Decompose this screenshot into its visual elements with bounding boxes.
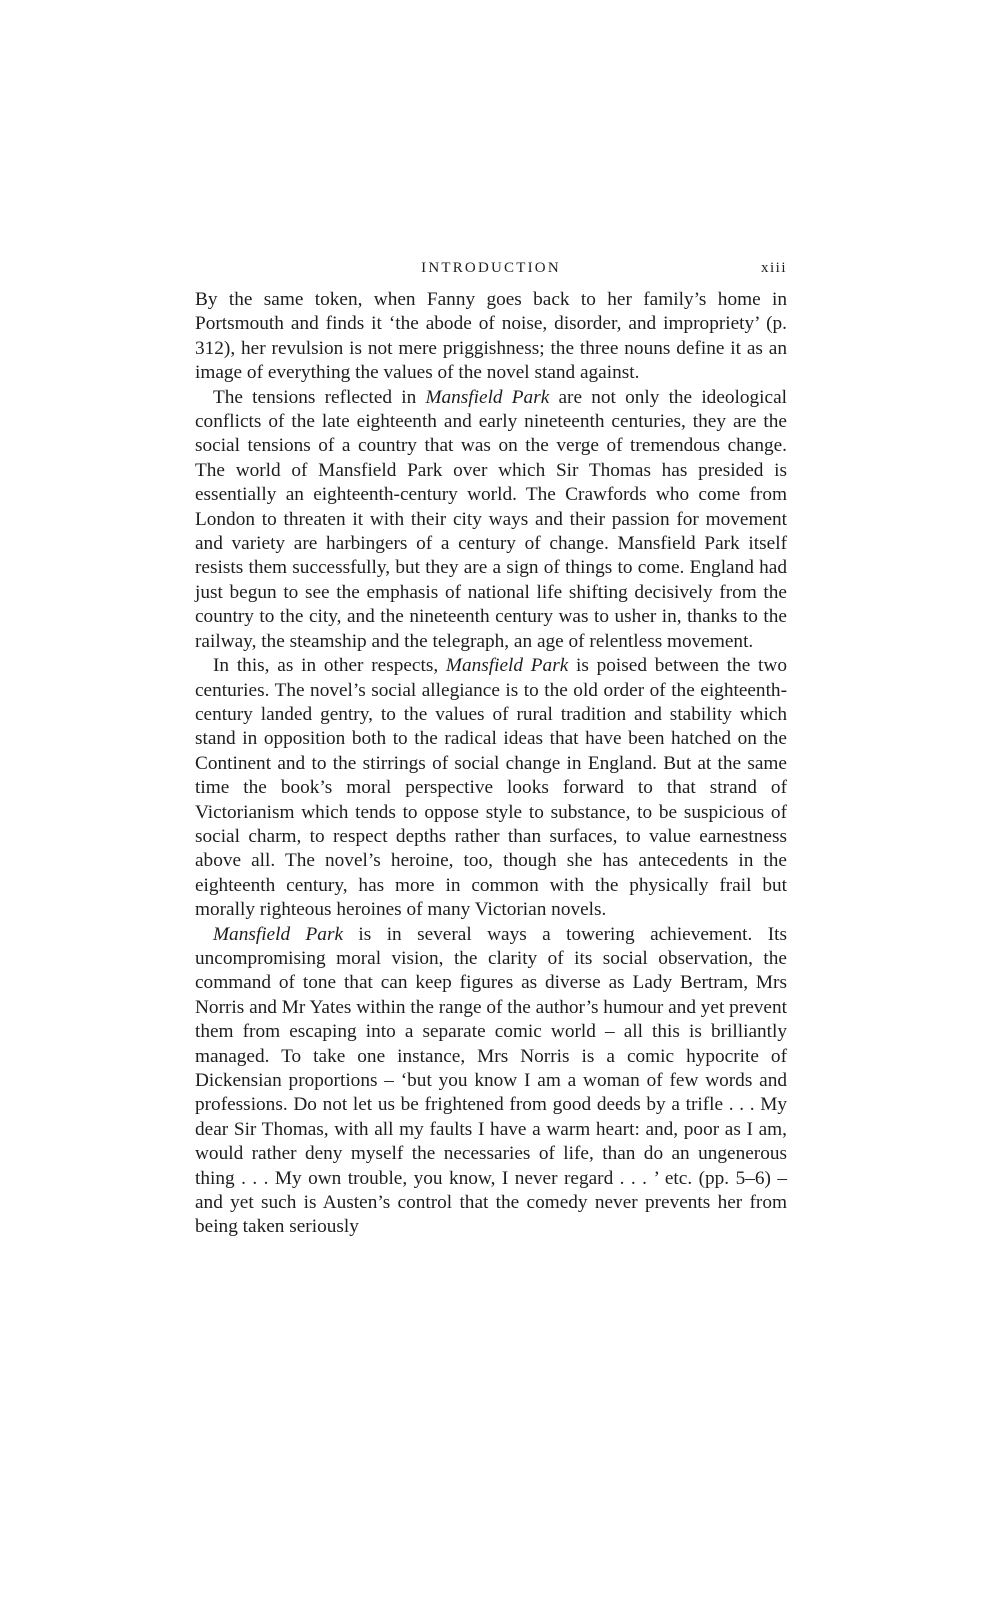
running-title: INTRODUCTION xyxy=(421,260,561,276)
paragraph xyxy=(195,654,787,922)
book-title-italic: Mansfield Park xyxy=(213,923,344,945)
page-number: xiii xyxy=(760,260,787,276)
book-title-italic: Mansfield Park xyxy=(425,386,550,408)
para-text: The tensions reflected in xyxy=(213,386,426,408)
para-text: In this, as in other respects, xyxy=(213,655,446,677)
paragraph xyxy=(195,288,787,386)
para-text: is poised between the two centuries. The novel’s social allegiance is to the old order of the eighteenth-century landed gentry, to the values of rural tradition and stability which stand in opposition both to the radical ideas that have been hatched on the Continent and to the stirrings of social change in England. But at the same time the book’s moral perspective looks forward to that strand of Victorianism which tends to oppose style to substance, to be suspicious of social charm, to respect depths rather than surfaces, to value earnestness above all. The novel’s heroine, too, though she has antecedents in the eighteenth century, has more in common with the physically frail but morally righteous heroines of many Victorian novels. xyxy=(195,655,787,921)
running-head xyxy=(195,258,787,282)
paragraph xyxy=(195,386,787,654)
paragraph xyxy=(195,923,787,1240)
para-text: is in several ways a towering achievement. Its uncompromising moral vision, the clarity of its social observation, the command of tone that can keep figures as diverse as Lady Bertram, Mrs Norris and Mr Yates within the range of the author’s humour and yet prevent them from escaping into a separate comic world – all this is brilliantly managed. To take one instance, Mrs Norris is a comic hypocrite of Dickensian proportions – ‘but you know I am a woman of few words and professions. Do not let us be frightened from good deeds by a trifle . . . My dear Sir Thomas, with all my faults I have a warm heart: and, poor as I am, would rather deny myself the necessaries of life, than do an ungenerous thing . . . My own trouble, you know, I never regard . . . ’ etc. (pp. 5–6) – and yet such is Austen’s control that the comedy never prevents her from being taken seriously xyxy=(195,923,788,1238)
para-text: By the same token, when Fanny goes back to her family’s home in Portsmouth and finds it ‘the abode of noise, disorder, and impropriety’ (p. 312), her revulsion is not mere priggishness; the three nouns define it as an image of everything the values of the novel stand against. xyxy=(195,289,787,384)
body-text xyxy=(195,288,787,1240)
para-text: are not only the ideological conflicts of the late eighteenth and early nineteenth centuries, they are the social tensions of a country that was on the verge of tremendous change. The world of Mansfield Park over which Sir Thomas has presided is essentially an eighteenth-century world. The Crawfords who come from London to threaten it with their city ways and their passion for movement and variety are harbingers of a century of change. Mansfield Park itself resists them successfully, but they are a sign of things to come. England had just begun to see the emphasis of national life shifting decisively from the country to the city, and the nineteenth century was to usher in, thanks to the railway, the steamship and the telegraph, an age of relentless movement. xyxy=(195,386,787,652)
book-title-italic: Mansfield Park xyxy=(445,655,569,677)
book-page xyxy=(195,258,787,1240)
